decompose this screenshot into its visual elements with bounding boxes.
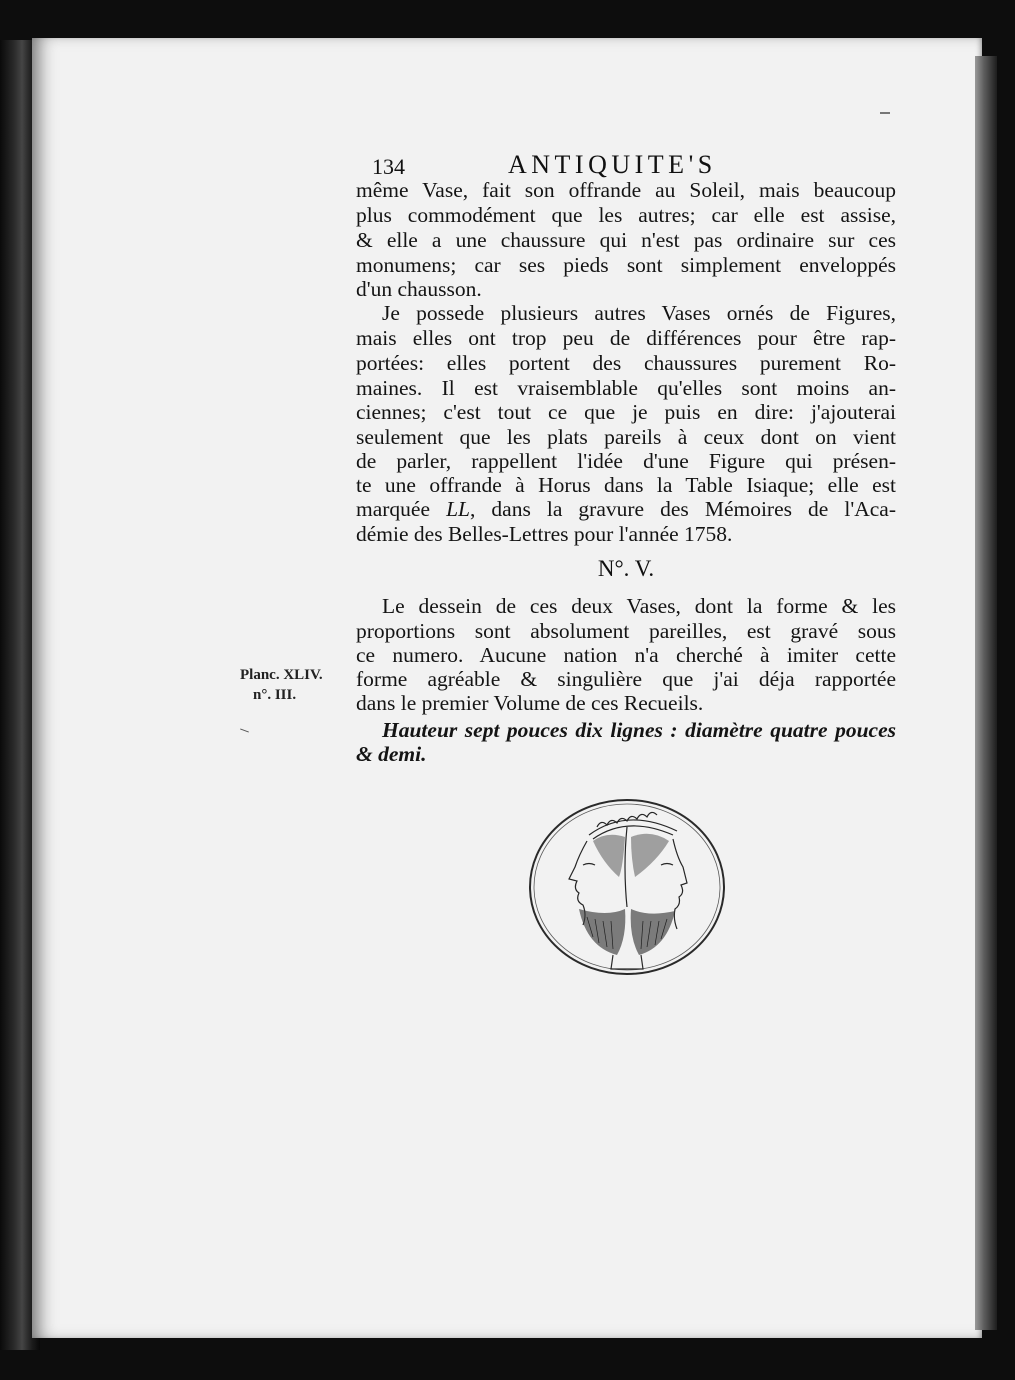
text-line: forme agréable & singulière que j'ai déja rapportée <box>356 667 896 691</box>
page-edge <box>975 56 997 1330</box>
section-heading: N°. V. <box>597 556 655 581</box>
plate-reference: LL <box>446 497 470 521</box>
text-line: maines. Il est vraisemblable qu'elles sont moins an- <box>356 376 896 400</box>
text-line: & demi. <box>356 742 427 766</box>
text-line: te une offrande à Horus dans la Table Isiaque; elle est <box>356 473 896 497</box>
text-line: ciennes; c'est tout ce que je puis en dire: j'ajouterai <box>356 400 896 424</box>
text-line: plus commodément que les autres; car elle est assise, <box>356 203 896 227</box>
text-line: & elle a une chaussure qui n'est pas ordinaire sur ces <box>356 228 896 252</box>
running-title: ANTIQUITE'S <box>508 150 717 179</box>
margin-note-plate: Planc. XLIV. <box>240 667 323 683</box>
text-line <box>356 497 896 521</box>
text-line: monumens; car ses pieds sont simplement enveloppés <box>356 253 896 277</box>
janus-medallion-icon <box>527 797 727 977</box>
text-line: ce numero. Aucune nation n'a cherché à imiter cette <box>356 643 896 667</box>
text-line: dans le premier Volume de ces Recueils. <box>356 691 704 715</box>
text-line: Le dessein de ces deux Vases, dont la forme & les <box>382 594 896 618</box>
text-line: d'un chausson. <box>356 277 482 301</box>
text-segment: marquée <box>356 497 447 521</box>
text-line: seulement que les plats pareils à ceux dont on vient <box>356 425 896 449</box>
text-line: de parler, rappellent l'idée d'une Figure qui présen- <box>356 449 896 473</box>
margin-note-number: n°. III. <box>253 687 297 703</box>
text-line: Hauteur sept pouces dix lignes : diamètre quatre pouces <box>382 718 896 742</box>
text-line: mais elles ont trop peu de différences pour être rap- <box>356 326 896 350</box>
text-line: Je possede plusieurs autres Vases ornés de Figures, <box>382 301 896 325</box>
text-line: proportions sont absolument pareilles, est gravé sous <box>356 619 896 643</box>
text-segment: , dans la gravure des Mémoires de l'Aca- <box>469 497 897 521</box>
text-line: même Vase, fait son offrande au Soleil, mais beaucoup <box>356 178 896 202</box>
page-number: 134 <box>372 154 405 179</box>
page-mark <box>880 112 890 114</box>
text-line: démie des Belles-Lettres pour l'année 1758. <box>356 522 733 546</box>
text-line: portées: elles portent des chaussures purement Ro- <box>356 351 896 375</box>
